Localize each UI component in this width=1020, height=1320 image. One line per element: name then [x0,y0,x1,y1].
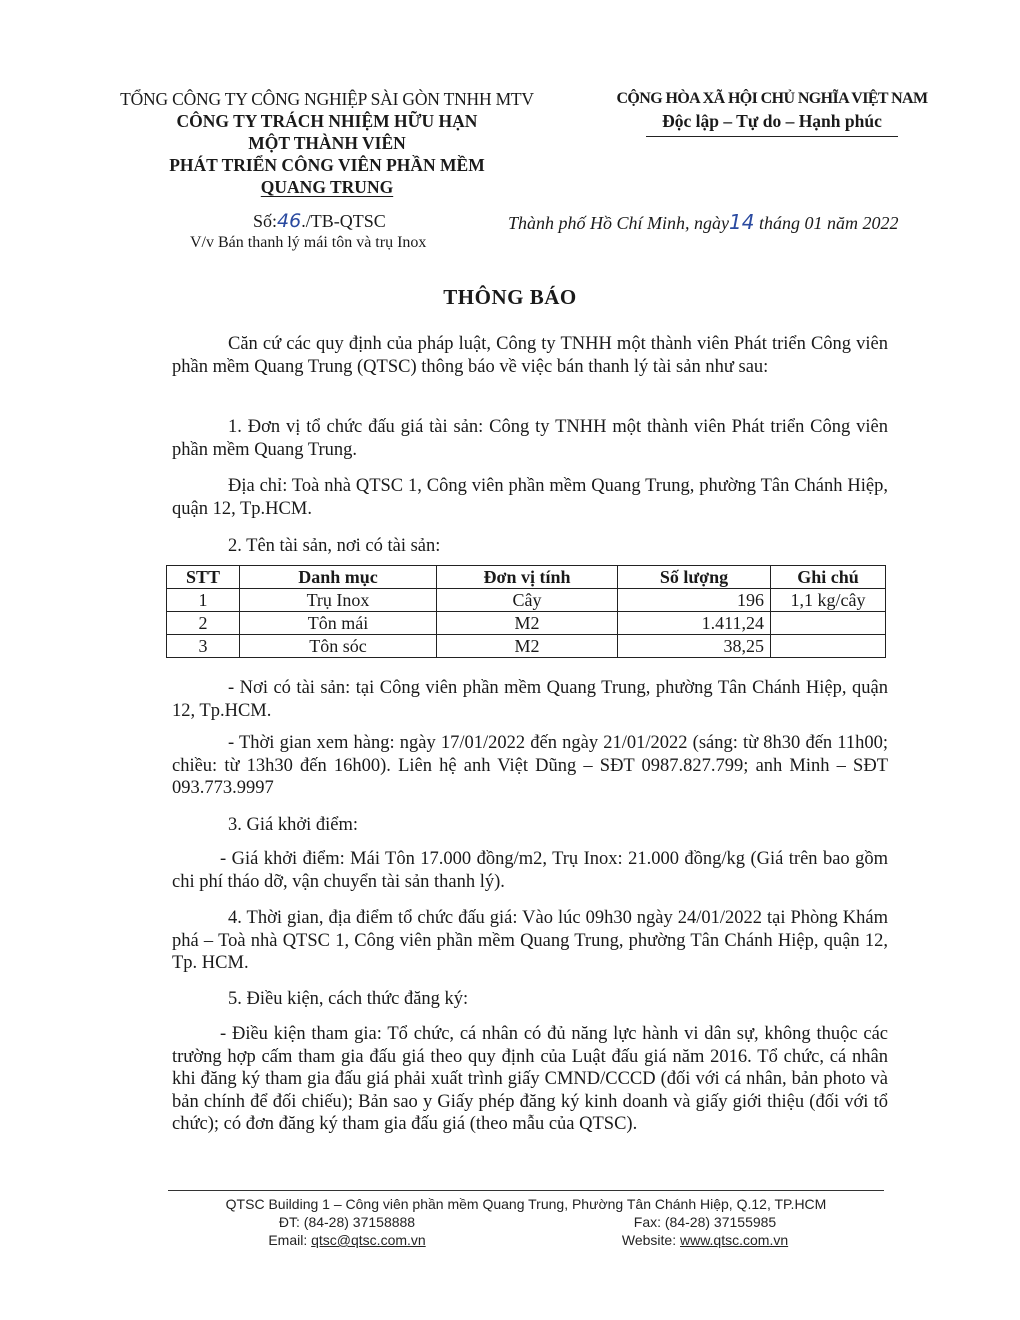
starting-price-paragraph: - Giá khởi điểm: Mái Tôn 17.000 đồng/m2, Trụ Inox: 21.000 đồng/kg (Giá trên bao gồm chi phí tháo dỡ, vận chuyển tài sản thanh lý). [172,849,888,892]
section-5-heading: 5. Điều kiện, cách thức đăng ký: [228,989,469,1009]
national-motto: Độc lập – Tự do – Hạnh phúc [662,111,882,131]
footer-web-row [168,1232,884,1248]
doc-number-prefix: Số: [253,211,278,231]
section-1-paragraph: 1. Đơn vị tổ chức đấu giá tài sản: Công ty TNHH một thành viên Phát triển Công viên phần mềm Quang Trung. [172,417,888,460]
issuer-header [92,88,562,198]
company-name-line-4: QUANG TRUNG [260,177,394,197]
footer [168,1196,884,1248]
address-paragraph: Địa chỉ: Toà nhà QTSC 1, Công viên phần mềm Quang Trung, phường Tân Chánh Hiệp, quận 12, Tp.HCM. [172,476,888,519]
company-name-line-3: PHÁT TRIỂN CÔNG VIÊN PHẦN MỀM [169,155,485,175]
date-after: tháng 01 năm 2022 [754,213,899,233]
footer-website-label: Website: [621,1232,680,1248]
footer-website-block [526,1232,884,1248]
date-before: Thành phố Hồ Chí Minh, ngày [508,213,730,233]
col-header-category: Danh mục [240,566,437,589]
cell-category: Tôn mái [240,612,437,635]
col-header-unit: Đơn vị tính [437,566,618,589]
table-header-row [167,566,886,589]
col-header-stt: STT [167,566,240,589]
footer-contact-row [168,1214,884,1230]
national-header [588,90,956,137]
cell-quantity: 38,25 [618,635,771,658]
document-title: THÔNG BÁO [443,285,577,309]
document-number [253,210,386,232]
table-row [167,589,886,612]
footer-divider [168,1190,884,1191]
cell-category: Tôn sóc [240,635,437,658]
cell-category: Trụ Inox [240,589,437,612]
footer-email-link[interactable]: qtsc@qtsc.com.vn [311,1232,426,1248]
section-2-heading: 2. Tên tài sản, nơi có tài sản: [228,536,441,556]
cell-quantity: 196 [618,589,771,612]
cell-note [771,612,886,635]
cell-stt: 3 [167,635,240,658]
cell-unit: M2 [437,612,618,635]
national-title: CỘNG HÒA XÃ HỘI CHỦ NGHĨA VIỆT NAM [616,90,928,107]
footer-email-block [168,1232,526,1248]
col-header-quantity: Số lượng [618,566,771,589]
footer-fax: Fax: (84-28) 37155985 [633,1214,777,1230]
footer-website-link[interactable]: www.qtsc.com.vn [679,1232,789,1248]
motto-underline [646,136,898,137]
footer-phone: ĐT: (84-28) 37158888 [278,1214,416,1230]
table-row [167,635,886,658]
handwritten-number: 46 [277,210,302,232]
asset-location-paragraph: - Nơi có tài sản: tại Công viên phần mềm Quang Trung, phường Tân Chánh Hiệp, quận 12, Tp.HCM. [172,678,888,721]
footer-address: QTSC Building 1 – Công viên phần mềm Quang Trung, Phường Tân Chánh Hiệp, Q.12, TP.HCM [225,1196,827,1212]
section-3-heading: 3. Giá khởi điểm: [228,815,359,835]
asset-table [166,565,886,658]
handwritten-day: 14 [729,210,755,234]
company-name-line-2: MỘT THÀNH VIÊN [248,133,406,153]
cell-stt: 1 [167,589,240,612]
cell-stt: 2 [167,612,240,635]
document-date [508,210,898,234]
intro-paragraph: Căn cứ các quy định của pháp luật, Công ty TNHH một thành viên Phát triển Công viên phần mềm Quang Trung (QTSC) thông báo về việc bán thanh lý tài sản như sau: [172,334,888,377]
col-header-note: Ghi chú [771,566,886,589]
cell-note: 1,1 kg/cây [771,589,886,612]
section-4-paragraph: 4. Thời gian, địa điểm tổ chức đấu giá: Vào lúc 09h30 ngày 24/01/2022 tại Phòng Khám phá – Toà nhà QTSC 1, Công viên phần mềm Quang Trung, phường Tân Chánh Hiệp, quận 12, Tp. HCM. [172,908,888,973]
parent-company-name: TỔNG CÔNG TY CÔNG NGHIỆP SÀI GÒN TNHH MTV [120,89,534,109]
doc-number-suffix: ./TB-QTSC [301,211,386,231]
conditions-paragraph: - Điều kiện tham gia: Tổ chức, cá nhân có đủ năng lực hành vi dân sự, không thuộc các trường hợp cấm tham gia đấu giá theo quy định của Luật đấu giá năm 2016. Tổ chức, cá nhân khi đăng ký tham gia đấu giá phải xuất trình giấy CMND/CCCD (đối với cá nhân, bản photo và bản chính để đối chiếu); Bản sao y Giấy phép đăng ký kinh doanh và giấy giới thiệu (đối với tổ chức); có đơn đăng ký tham gia đấu giá (theo mẫu của QTSC). [172,1024,888,1134]
viewing-time-paragraph: - Thời gian xem hàng: ngày 17/01/2022 đến ngày 21/01/2022 (sáng: từ 8h30 đến 11h00; chiều: từ 13h30 đến 16h00). Liên hệ anh Việt Dũng – SĐT 0987.827.799; anh Minh – SĐT 093.773.9997 [172,733,888,798]
company-name-line-1: CÔNG TY TRÁCH NHIỆM HỮU HẠN [176,111,478,131]
cell-note [771,635,886,658]
cell-unit: Cây [437,589,618,612]
document-subject: V/v Bán thanh lý mái tôn và trụ Inox [190,234,427,251]
cell-quantity: 1.411,24 [618,612,771,635]
footer-email-label: Email: [268,1232,312,1248]
cell-unit: M2 [437,635,618,658]
table-row [167,612,886,635]
